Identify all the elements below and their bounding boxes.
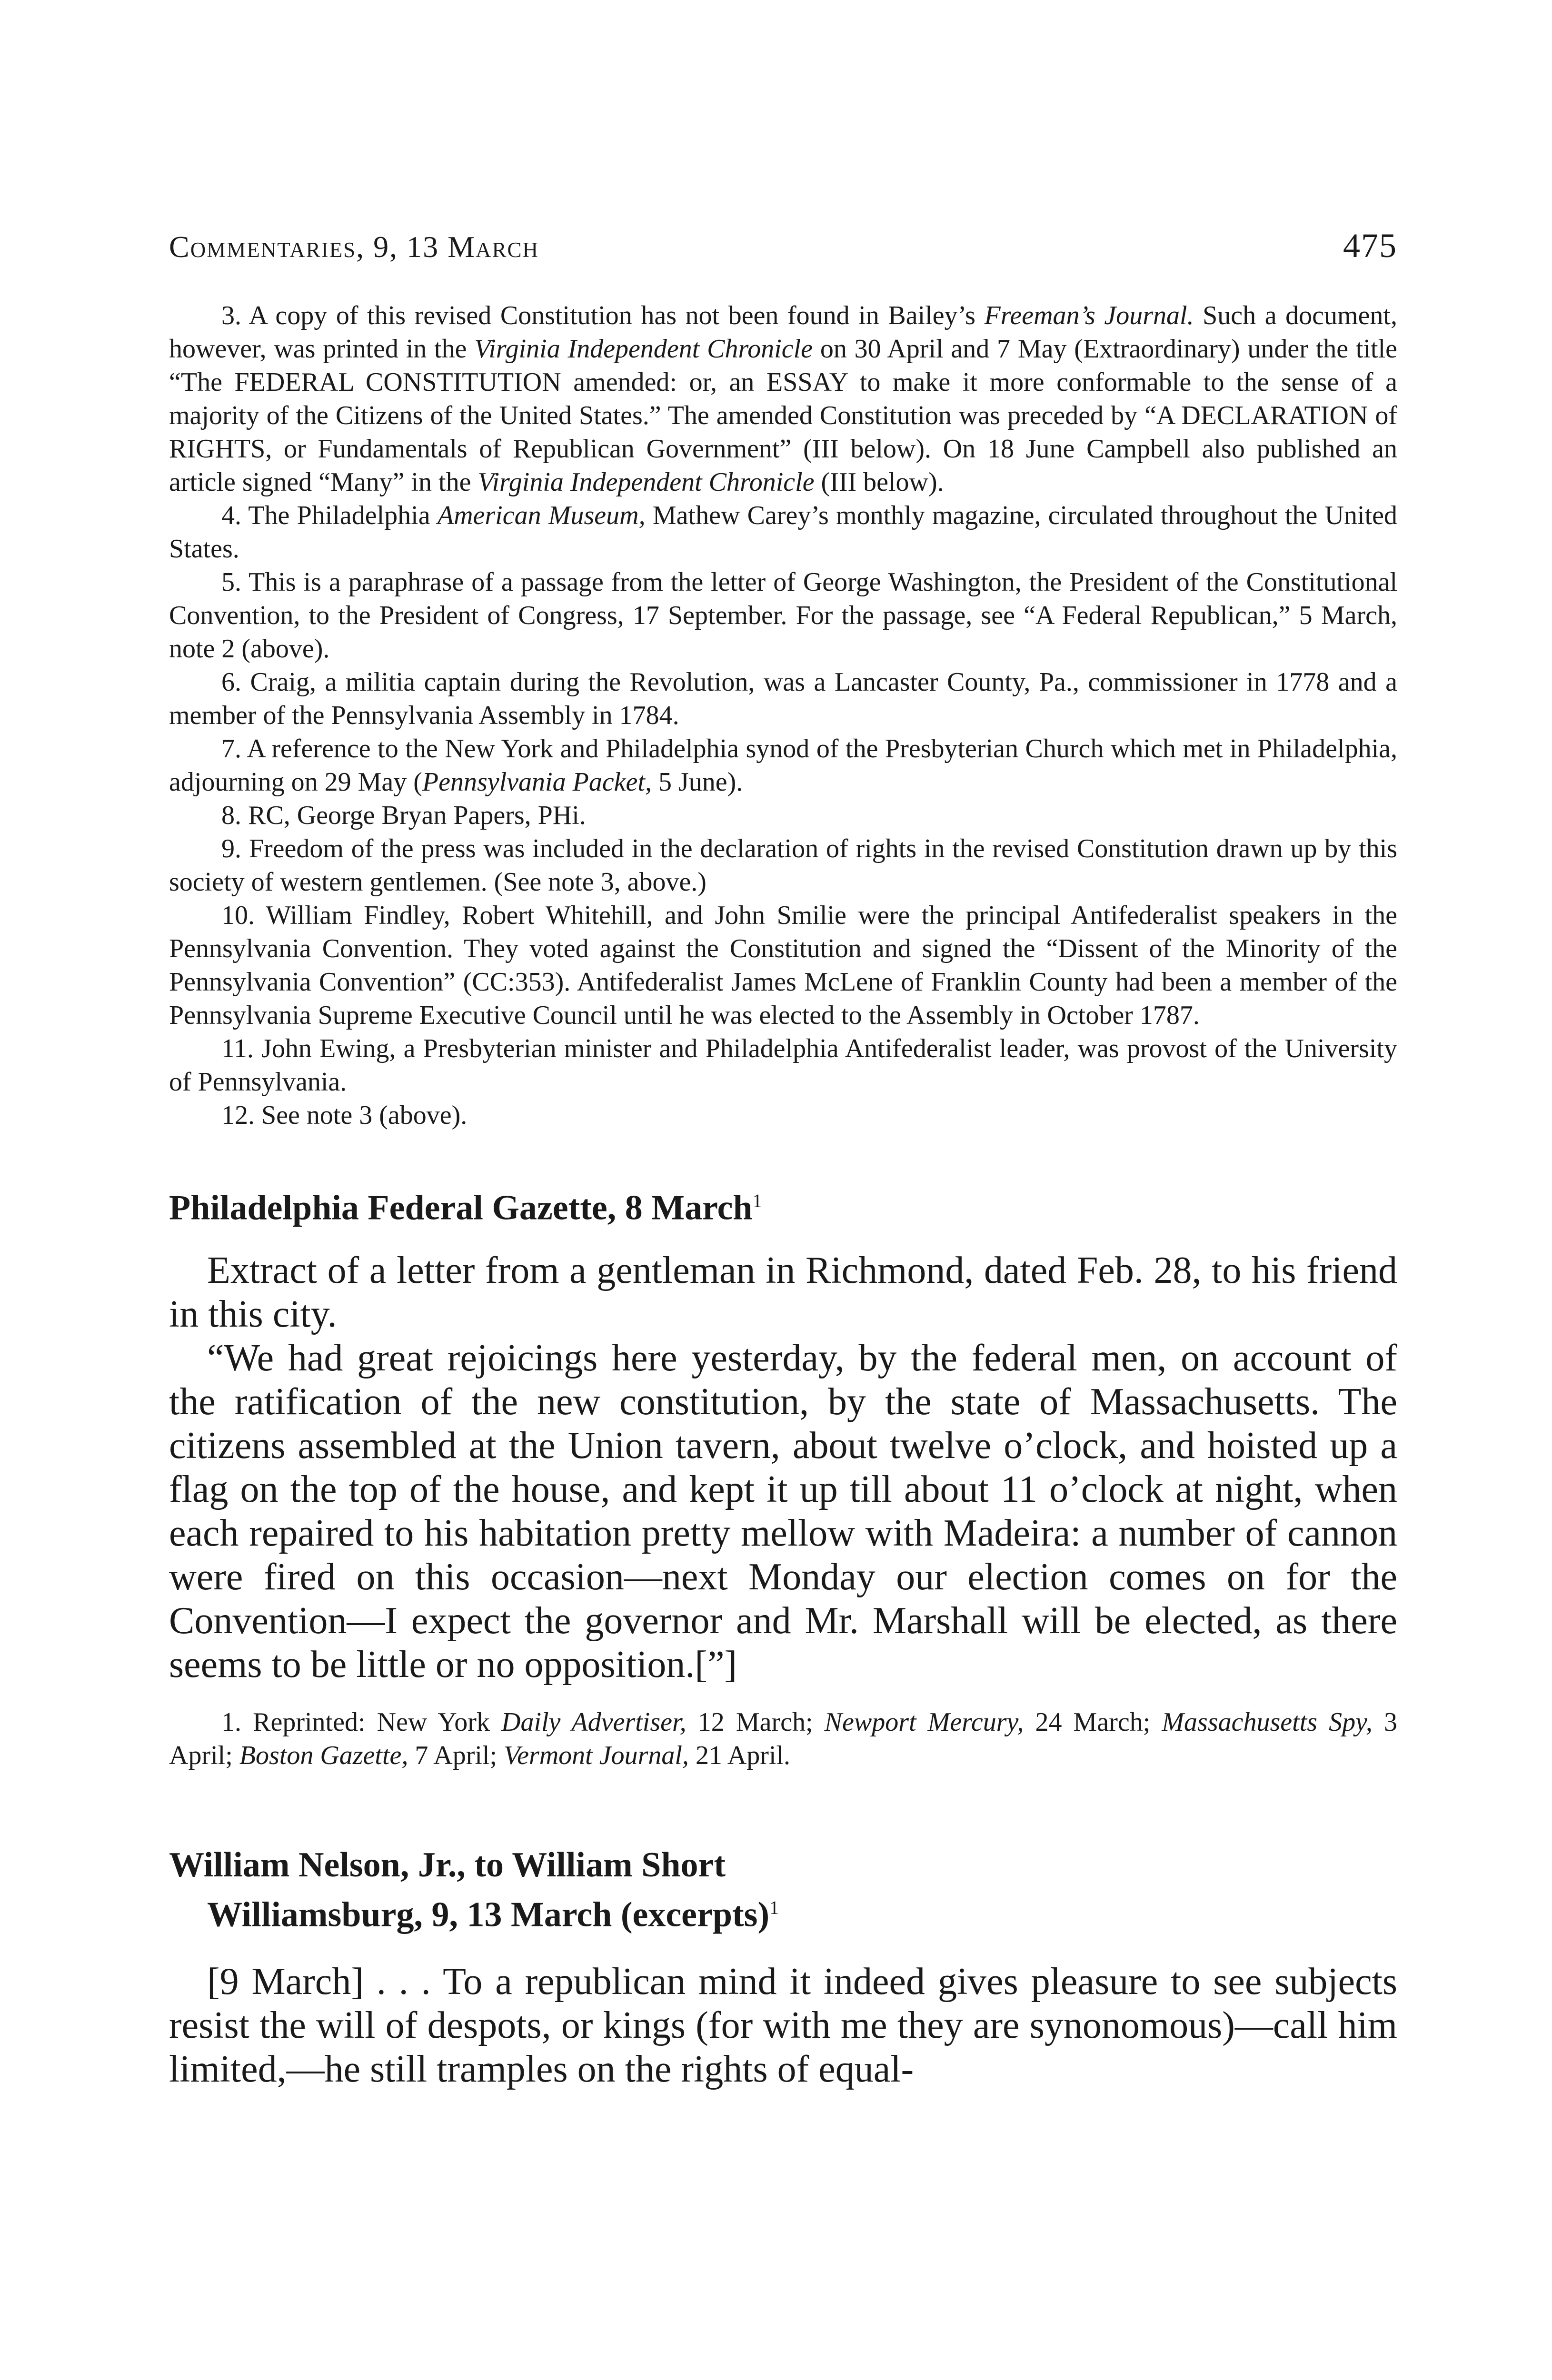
note-text: 5 June). xyxy=(651,767,743,797)
document-page xyxy=(169,226,1397,2091)
note-text: 9. Freedom of the press was included in the declaration of rights in the revised Constitution drawn up by this society of western gentlemen. (See note 3, above.) xyxy=(169,834,1397,897)
endnotes xyxy=(169,299,1397,1132)
italic-title: Vermont Journal, xyxy=(504,1740,689,1770)
section-heading-federal-gazette xyxy=(169,1180,1397,1230)
endnote xyxy=(169,665,1397,732)
footnote-text xyxy=(169,1706,1397,1772)
section-heading-line1: William Nelson, Jr., to William Short xyxy=(169,1845,726,1884)
section-heading-nelson-letter xyxy=(169,1844,1397,1936)
endnote xyxy=(169,565,1397,665)
note-text: (III below). xyxy=(814,467,944,497)
note-text: 21 April. xyxy=(688,1740,791,1770)
endnote xyxy=(169,899,1397,1032)
body-paragraph: [9 March] . . . To a republican mind it indeed gives pleasure to see subjects resist the will of despots, or kings (for with me they are synonomous)—call him limited,—he still tramples on the rights of equal- xyxy=(169,1961,1397,2091)
running-head-title: Commentaries, 9, 13 March xyxy=(169,230,539,264)
note-text: 3 April; xyxy=(169,1707,1398,1770)
italic-title: Massachusetts Spy, xyxy=(1162,1707,1373,1737)
note-text: 24 March; xyxy=(1024,1707,1162,1737)
heading-note-marker: 1 xyxy=(752,1190,762,1211)
note-text: 3. A copy of this revised Constitution has not been found in Bailey’s xyxy=(221,301,985,330)
note-text: 8. RC, George Bryan Papers, PHi. xyxy=(221,801,586,830)
italic-title: Daily Advertiser, xyxy=(501,1707,686,1737)
note-text: Such a document, however, was printed in the xyxy=(169,301,1397,364)
section-heading-text: Philadelphia Federal Gazette, 8 March xyxy=(169,1188,753,1228)
italic-title: Pennsylvania Packet, xyxy=(422,767,652,797)
endnote xyxy=(169,1032,1397,1099)
body-paragraph: “We had great rejoicings here yesterday, by the federal men, on account of the ratification of the new constitution, by the state of Massachusetts. The citizens assembled at the Union tavern, about twelve o’clock, and hoisted up a flag on the top of the house, and kept it up till about 11 o’clock at night, when each repaired to his habitation pretty mellow with Madeira: a number of cannon were fired on this occasion—next Monday our election comes on for the Convention—I expect the governor and Mr. Marshall will be elected, as there seems to be little or no opposition.[”] xyxy=(169,1337,1397,1686)
note-text: on 30 April and 7 May (Extraordinary) under the title “The FEDERAL CONSTITUTION amended: or, an ESSAY to make it more conformable to the sense of a majority of the Citizens of the United States.” The amended Constitution was preceded by “A DECLARATION of RIGHTS, or Fundamentals of Republican Government” (III below). On 18 June Campbell also published an article signed “Many” in the xyxy=(169,334,1398,497)
page-number: 475 xyxy=(1343,227,1397,265)
endnote xyxy=(169,1099,1397,1132)
note-text: 12. See note 3 (above). xyxy=(221,1101,468,1130)
letter-extract xyxy=(169,1249,1397,1686)
endnote xyxy=(169,499,1397,565)
note-text: 1. Reprinted: New York xyxy=(221,1707,501,1737)
endnote xyxy=(169,832,1397,899)
body-paragraph: Extract of a letter from a gentleman in Richmond, dated Feb. 28, to his friend in this city. xyxy=(169,1249,1397,1335)
section-footnote xyxy=(169,1706,1397,1772)
italic-title: American Museum, xyxy=(437,501,646,530)
note-text: Mathew Carey’s monthly magazine, circulated throughout the United States. xyxy=(169,501,1397,564)
italic-title: Newport Mercury, xyxy=(824,1707,1024,1737)
endnote xyxy=(169,799,1397,832)
note-text: 12 March; xyxy=(686,1707,825,1737)
note-text: 5. This is a paraphrase of a passage from the letter of George Washington, the President of the Constitutional Convention, to the President of Congress, 17 September. For the passage, see “A Federal Republican,” 5 March, note 2 (above). xyxy=(169,567,1397,664)
italic-title: Freeman’s Journal. xyxy=(984,301,1194,330)
note-text: 10. William Findley, Robert Whitehill, and John Smilie were the principal Antifederalist speakers in the Pennsylvania Convention. They voted against the Constitution and signed the “Dissent of the Minority of the Pennsylvania Convention” (CC:353). Antifederalist James McLene of Franklin County had been a member of the Pennsylvania Supreme Executive Council until he was elected to the Assembly in October 1787. xyxy=(169,901,1397,1030)
italic-title: Virginia Independent Chronicle xyxy=(474,334,813,364)
heading-note-marker: 1 xyxy=(769,1896,779,1918)
note-text: 7. A reference to the New York and Philadelphia synod of the Presbyterian Church which met in Philadelphia, adjourning on 29 May ( xyxy=(169,734,1397,797)
running-head xyxy=(169,226,1397,266)
note-text: 11. John Ewing, a Presbyterian minister and Philadelphia Antifederalist leader, was provost of the University of Pennsylvania. xyxy=(169,1034,1397,1097)
italic-title: Boston Gazette, xyxy=(239,1740,408,1770)
note-text: 6. Craig, a militia captain during the Revolution, was a Lancaster County, Pa., commissioner in 1778 and a member of the Pennsylvania Assembly in 1784. xyxy=(169,667,1397,730)
section-heading-line2: Williamsburg, 9, 13 March (excerpts) xyxy=(207,1895,770,1934)
note-text: 4. The Philadelphia xyxy=(221,501,438,530)
italic-title: Virginia Independent Chronicle xyxy=(478,467,815,497)
endnote xyxy=(169,732,1397,799)
endnote xyxy=(169,299,1397,499)
note-text: 7 April; xyxy=(408,1740,504,1770)
letter-excerpt xyxy=(169,1960,1397,2091)
